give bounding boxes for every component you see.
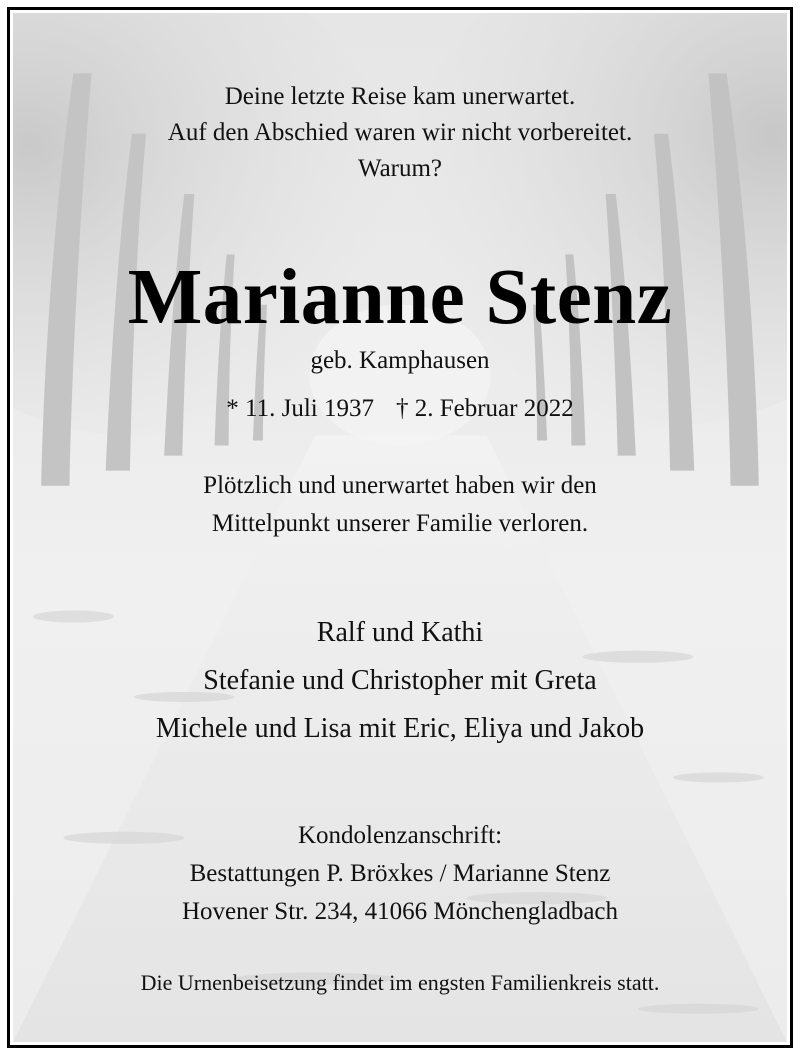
deceased-name: Marianne Stenz: [127, 254, 673, 341]
condolence-address-line: Hovener Str. 234, 41066 Mönchengladbach: [181, 898, 619, 925]
condolence-heading: Kondolenzanschrift:: [297, 822, 503, 849]
obituary-background: [13, 13, 787, 1042]
intro-verse: [13, 79, 787, 187]
burial-note: Die Urnenbeisetzung findet im engsten Familienkreis statt.: [140, 970, 660, 995]
obituary-frame: [7, 7, 793, 1048]
intro-verse-line: Warum?: [357, 155, 443, 182]
loss-message-line: Mittelpunkt unserer Familie verloren.: [211, 510, 589, 537]
birth-date: * 11. Juli 1937: [226, 395, 374, 422]
intro-verse-line: Deine letzte Reise kam unerwartet.: [224, 83, 576, 110]
family-member-line: Michele und Lisa mit Eric, Eliya und Jakob: [155, 713, 645, 744]
maiden-name: geb. Kamphausen: [310, 347, 490, 374]
condolence-address: [13, 817, 787, 931]
family-member-line: Ralf und Kathi: [316, 617, 484, 648]
loss-message-line: Plötzlich und unerwartet haben wir den: [203, 472, 597, 499]
condolence-address-line: Bestattungen P. Bröxkes / Marianne Stenz: [189, 860, 611, 887]
death-date: † 2. Februar 2022: [395, 395, 574, 422]
family-members: [13, 609, 787, 753]
life-dates: [13, 391, 787, 427]
loss-message: [13, 467, 787, 543]
family-member-line: Stefanie und Christopher mit Greta: [203, 665, 597, 696]
intro-verse-line: Auf den Abschied waren wir nicht vorbereitet.: [167, 119, 633, 146]
